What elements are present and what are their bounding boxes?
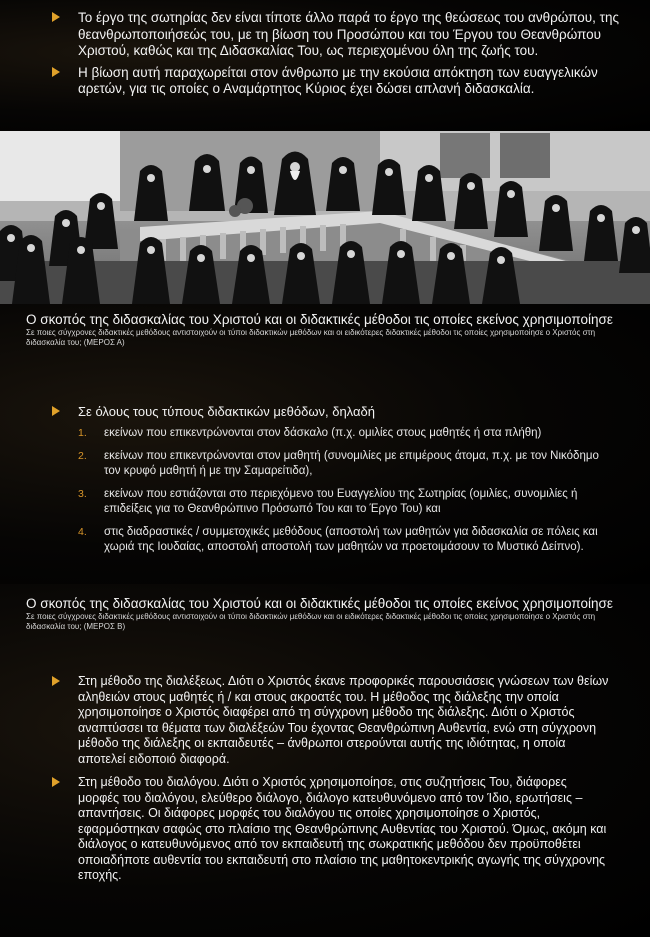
bullet-item <box>52 674 610 767</box>
item-number: 3. <box>78 487 87 500</box>
slide-2-title: Ο σκοπός της διδασκαλίας του Χριστού και οι διδακτικές μέθοδοι τις οποίες εκείνος χρησιμοποίησε <box>26 312 613 327</box>
bullet-text: Η βίωση αυτή παραχωρείται στον άνθρωπο με την εκούσια απόκτηση των ευαγγελικών αρετών, για τις οποίες ο Αναμάρτητος Κύριος έχει δώσει απλανή διδασκαλία. <box>78 64 598 96</box>
numbered-list <box>78 426 612 556</box>
bullet-text: Σε όλους τους τύπους διδακτικών μεθόδων, δηλαδή <box>78 404 375 419</box>
bullet-item <box>52 775 610 884</box>
photo-illustration <box>0 131 650 304</box>
item-number: 4. <box>78 525 87 538</box>
triangle-bullet-icon <box>52 67 60 77</box>
item-text: εκείνων που επικεντρώνονται στον δάσκαλο (π.χ. ομιλίες στους μαθητές ή στα πλήθη) <box>104 427 542 439</box>
monastic-group-photo <box>0 131 650 304</box>
bullet-item <box>52 65 622 98</box>
numbered-item <box>78 525 612 556</box>
triangle-bullet-icon <box>52 676 60 686</box>
slide-2-subtitle: Σε ποιες σύγχρονες διδακτικές μεθόδους αντιστοιχούν οι τύποι διδακτικών μεθόδων και οι ειδικότερες διδακτικές μέθοδοι τις οποίες χρησιμοποίησε ο Χριστός στη διδασκαλία του; (ΜΕΡΟΣ Α) <box>26 328 596 347</box>
slide-3-title: Ο σκοπός της διδασκαλίας του Χριστού και οι διδακτικές μέθοδοι τις οποίες εκείνος χρησιμοποίησε <box>26 596 613 611</box>
slide-3-header <box>26 596 626 632</box>
item-text: στις διαδραστικές / συμμετοχικές μεθόδους (αποστολή των μαθητών για διδασκαλία σε πόλεις και χωριά της Ιουδαίας, αποστολή αποστολή των μαθητών να προετοιμάσουν το Μυστικό Δείπνο). <box>104 525 598 553</box>
slide-1 <box>0 0 650 131</box>
triangle-bullet-icon <box>52 12 60 22</box>
slide-2 <box>0 304 650 584</box>
slide-2-header <box>26 312 626 348</box>
bullet-item <box>52 10 622 60</box>
item-text: εκείνων που εστιάζονται στο περιεχόμενο του Ευαγγελίου της Σωτηρίας (ομιλίες, συνομιλίες ή επιδείξεις για το Θεανθρώπινο Πρόσωπό Του και το Έργο Του) και <box>104 487 578 515</box>
triangle-bullet-icon <box>52 777 60 787</box>
bullet-text: Στη μέθοδο του διαλόγου. Διότι ο Χριστός χρησιμοποίησε, στις συζητήσεις Του, διάφορες μορφές του διαλόγου, ελεύθερο διάλογο, διάλογο κατευθυνόμενο από τον Ίδιο, ερωτήσεις – απαντήσεις. Οι διάφορες μορφές του διαλόγου τις οποίες χρησιμοποίησε ο Χριστός, εφαρμόστηκαν σαφώς στο πλαίσιο της Θεανθρώπινης Αυθεντίας του Χριστού. Όμως, ακόμη και διάλογος ο κατευθυνόμενος από τον εκπαιδευτή της σωκρατικής μεθόδου δεν προϋποθέτει οποιαδήποτε αυθεντία του εκπαιδευτή στο πλαίσιο της μαθητοκεντρικής αγωγής της σύγχρονης εποχής. <box>78 775 607 882</box>
bullet-item <box>52 404 612 556</box>
slide-3-bullet-list <box>52 674 610 892</box>
numbered-item <box>78 487 612 518</box>
bullet-text: Στη μέθοδο της διαλέξεως. Διότι ο Χριστός έκανε προφορικές παρουσιάσεις γνώσεων των θείων αληθειών στους μαθητές ή / και στους ακροατές του. Η μέθοδος της διάλεξης την οποία χρησιμοποίησε ο Χριστός διαφέρει από τη σύγχρονη μέθοδο της διάλεξης. Διότι ο Χριστός αναπτύσσει τα θέματα των διαλέξεών Του έχοντας Θεανθρώπινη Αυθεντία, ενώ στη σύγχρονη μέθοδο της διάλεξης οι εκπαιδευτές – άνθρωποι στερούνται αυτής της ιδιότητας, η οποία αποτελεί ειδοποιό διαφορά. <box>78 674 609 766</box>
item-text: εκείνων που επικεντρώνονται στον μαθητή (συνομιλίες με επιμέρους άτομα, π.χ. με τον Νικόδημο τον κρυφό μαθητή ή με την Σαμαρείτιδα), <box>104 449 599 477</box>
slide-2-bullet-list <box>52 404 612 563</box>
slide-3 <box>0 584 650 937</box>
item-number: 2. <box>78 449 87 462</box>
slide-3-subtitle: Σε ποιες σύγχρονες διδακτικές μεθόδους αντιστοιχούν οι τύποι διδακτικών μεθόδων και οι ειδικότερες διδακτικές μέθοδοι τις οποίες χρησιμοποίησε ο Χριστός στη διδασκαλία του; (ΜΕΡΟΣ Β) <box>26 612 596 631</box>
numbered-item <box>78 449 612 480</box>
numbered-item <box>78 426 612 442</box>
item-number: 1. <box>78 427 87 439</box>
slide-1-bullet-list <box>52 10 622 103</box>
triangle-bullet-icon <box>52 406 60 416</box>
bullet-text: Το έργο της σωτηρίας δεν είναι τίποτε άλλο παρά το έργο της θεώσεως του ανθρώπου, της θεανθρωποποιήσεώς του, με τη βίωση του Προσώπου και του Έργου του Θεανθρώπου Χριστού, καθώς και της Διδασκαλίας Του, ως περιεχομένου όλη της ζωής του. <box>78 10 619 58</box>
